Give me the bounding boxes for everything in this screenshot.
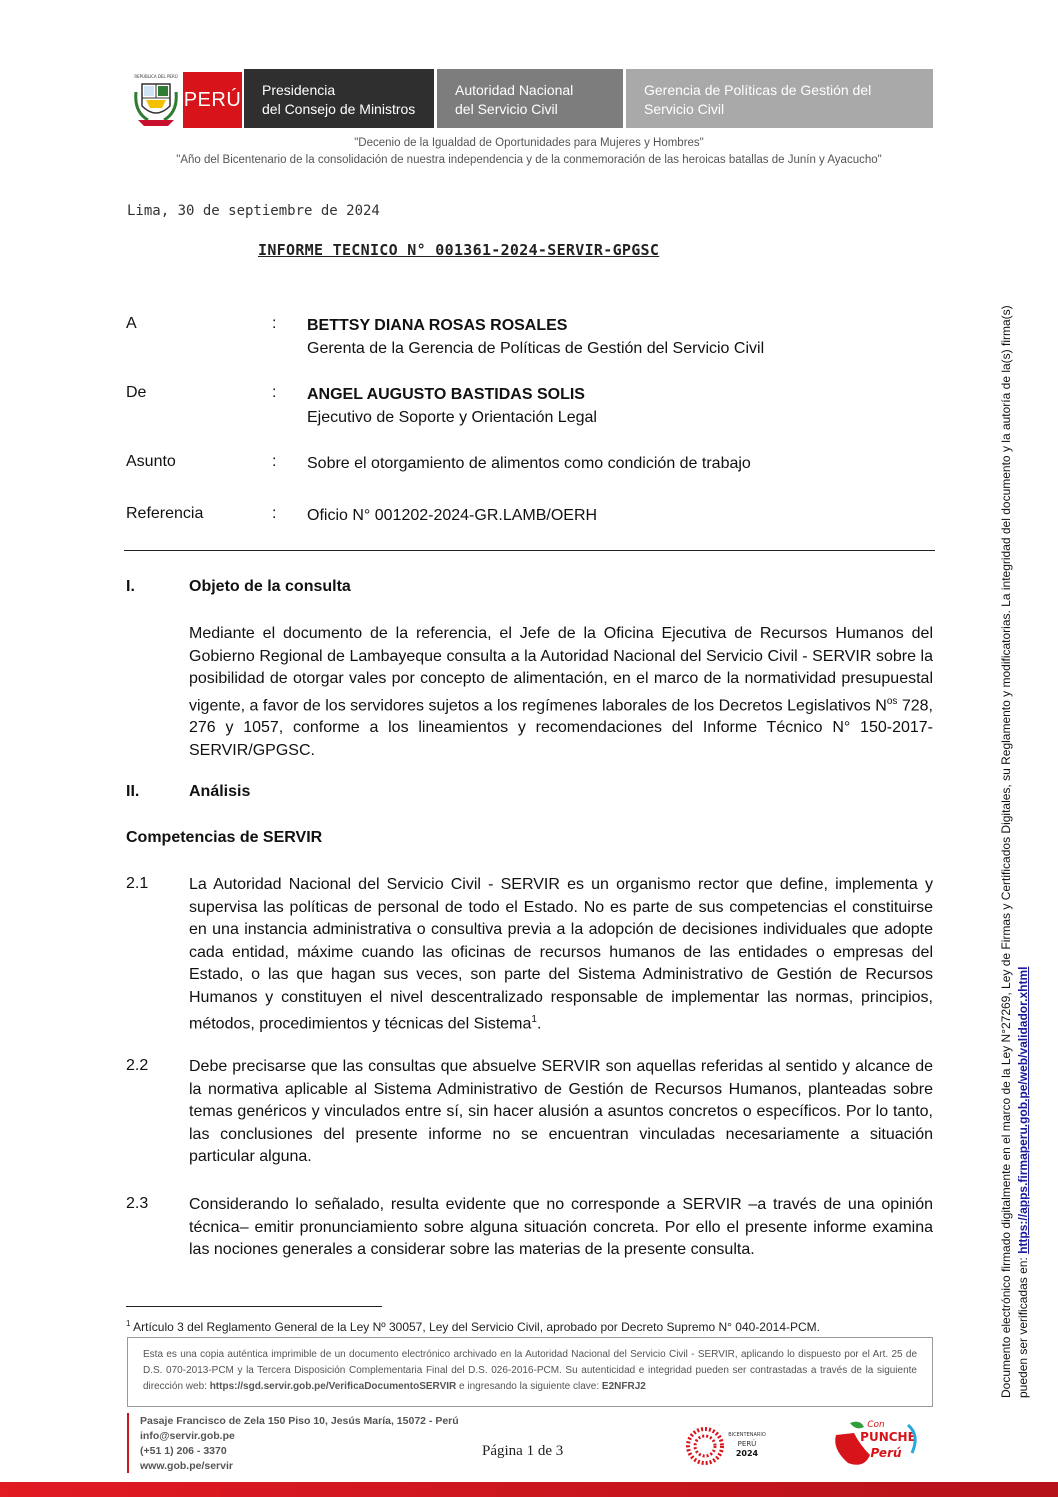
- motto-year: "Año del Bicentenario de la consolidación de nuestra independencia y de la conmemoración de las heroicas batallas de Junín y Ayacucho": [176, 154, 882, 166]
- verification-key: E2NFRJ2: [601, 1381, 646, 1392]
- gpgsc-line-2: Servicio Civil: [644, 101, 725, 117]
- footnote-text: Artículo 3 del Reglamento General de la Ley Nº 30057, Ley del Servicio Civil, aprobado por Decreto Supremo N° 040-2014-PCM.: [130, 1320, 821, 1334]
- footer-accent-bar: [127, 1413, 129, 1473]
- bicentenario-country: PERÚ: [737, 1440, 757, 1448]
- peru-coat-of-arms-icon: [134, 72, 178, 128]
- servir-line-1: Autoridad Nacional: [455, 82, 574, 98]
- from-colon: :: [272, 384, 277, 401]
- reference-label: Referencia: [126, 505, 204, 522]
- peru-logo: PERÚ: [183, 72, 242, 128]
- servir-box: [437, 69, 623, 128]
- pcm-line-1: Presidencia: [262, 82, 336, 98]
- campaign-peru: Perú: [870, 1446, 902, 1460]
- bicentenario-label: BICENTENARIO: [728, 1432, 766, 1438]
- footer-web[interactable]: www.gob.pe/servir: [140, 1460, 233, 1472]
- paragraph-2-1-text: La Autoridad Nacional del Servicio Civil - SERVIR es un organismo rector que define, implementa y supervisa las políticas de personal de todo el Estado. No es parte de sus competencias el constituirse en una instancia administrativa o consultiva previa a la adopción de decisiones individuales que adopte cada entidad, máxime cuando las oficinas de recursos humanos de las entidades o empresas del Estado, o las que hagan sus veces, son parte del Sistema Administrativo de Gestión de Recursos Humanos y constituyen el nivel descentralizado responsable de implementar las normas, principios, métodos, procedimientos y técnicas del Sistema: [189, 876, 933, 1033]
- footer-email[interactable]: info@servir.gob.pe: [140, 1430, 235, 1442]
- gpgsc-line-1: Gerencia de Políticas de Gestión del: [644, 82, 872, 98]
- header-divider: [124, 550, 935, 551]
- side-note-line-2: [1015, 218, 1032, 1398]
- report-title: INFORME TECNICO N° 001361-2024-SERVIR-GPGSC: [258, 241, 660, 259]
- bicentenario-logo: [683, 1424, 773, 1468]
- digital-signature-note: [998, 218, 1031, 1398]
- from-value: [307, 383, 597, 429]
- footer-phone: (+51 1) 206 - 3370: [140, 1445, 227, 1457]
- footnote-ref-1[interactable]: 1: [531, 1014, 537, 1025]
- footnote-mark: 1: [126, 1319, 131, 1328]
- subject-colon: :: [272, 453, 277, 470]
- campaign-punche: PUNCHE: [860, 1430, 916, 1444]
- authenticity-notice: [127, 1337, 933, 1407]
- section-1-title: Objeto de la consulta: [189, 578, 351, 595]
- footnote-divider: [126, 1306, 382, 1307]
- section-2-title: Análisis: [189, 783, 251, 800]
- motto-decade: "Decenio de la Igualdad de Oportunidades para Mujeres y Hombres": [354, 137, 704, 149]
- paragraph-2-3: Considerando lo señalado, resulta evidente que no corresponde a SERVIR –a través de una opinión técnica– emitir pronunciamiento sobre alguna situación concreta. Por ello el presente informe examina las nociones generales a considerar sobre las materias de la presente consulta.: [189, 1196, 933, 1258]
- section-1-sup: os: [886, 695, 898, 707]
- section-1-text-b: 728, 276 y 1057, conforme a los lineamientos y recomendaciones del Informe Técnico N° 150-2017-SERVIR/GPGSC.: [189, 696, 933, 759]
- reference-value: Oficio N° 001202-2024-GR.LAMB/OERH: [307, 507, 598, 524]
- from-name: ANGEL AUGUSTO BASTIDAS SOLIS: [307, 386, 585, 403]
- con-punche-peru-logo: [830, 1415, 925, 1471]
- footer-contact: [140, 1414, 459, 1474]
- paragraph-2-1: [189, 874, 933, 1036]
- side-note-line-1: Documento electrónico firmado digitalmente en el marco de la Ley N°27269, Ley de Firmas y Certificados Digitales, su Reglamento y modificatorias. La integridad del documento y la autoría de la(s) firma(s): [999, 305, 1013, 1398]
- paragraph-2-3-number: 2.3: [126, 1195, 149, 1212]
- notice-text-a: Esta es una copia auténtica imprimible de un documento electrónico archivado en la Autoridad Nacional del Servicio Civil - SERVIR, aplicando lo dispuesto por el Art. 25 de D.S. 070-2013-PCM y la Tercera Disposición Complementaria Final del D.S. 026-2016-PCM. Su autenticidad e integridad pueden ser contrastadas a través de la siguiente dirección web:: [143, 1349, 917, 1392]
- section-1-paragraph: [189, 623, 933, 762]
- pcm-line-2: del Consejo de Ministros: [262, 101, 416, 117]
- campaign-con: Con: [867, 1420, 885, 1430]
- crest-text: REPÚBLICA DEL PERÚ: [134, 74, 178, 79]
- to-value: [307, 314, 764, 360]
- paragraph-2-2: Debe precisarse que las consultas que absuelve SERVIR son aquellas referidas al sentido y alcance de la normativa aplicable al Sistema Administrativo de Gestión de Recursos Humanos, planteadas sobre temas genéricos y vinculados entre sí, sin hacer alusión a asuntos concretos o específicos. Por lo tanto, las conclusiones del presente informe no se encuentran vinculadas necesariamente a situación particular alguna.: [189, 1058, 933, 1165]
- bicentenario-year: 2024: [735, 1449, 759, 1458]
- to-role: Gerenta de la Gerencia de Políticas de Gestión del Servicio Civil: [307, 340, 765, 357]
- footer-address: Pasaje Francisco de Zela 150 Piso 10, Jesús María, 15072 - Perú: [140, 1415, 459, 1427]
- from-role: Ejecutivo de Soporte y Orientación Legal: [307, 409, 597, 426]
- servir-line-2: del Servicio Civil: [455, 101, 558, 117]
- verification-url[interactable]: https://sgd.servir.gob.pe/VerificaDocumentoSERVIR: [209, 1381, 457, 1392]
- section-1-number: I.: [126, 578, 135, 595]
- side-note-prefix: pueden ser verificadas en:: [1015, 1253, 1030, 1398]
- gpgsc-box: [626, 69, 933, 128]
- paragraph-2-1-end: .: [536, 1015, 542, 1033]
- subject-label: Asunto: [126, 453, 176, 470]
- footnote-1: [126, 1319, 820, 1334]
- pcm-box: [244, 69, 434, 128]
- bottom-color-bar: [0, 1482, 1058, 1497]
- paragraph-2-1-number: 2.1: [126, 875, 149, 892]
- paragraph-2-2-number: 2.2: [126, 1057, 149, 1074]
- subject-value: Sobre el otorgamiento de alimentos como condición de trabajo: [307, 455, 751, 472]
- document-date: Lima, 30 de septiembre de 2024: [127, 203, 380, 219]
- to-label: A: [126, 315, 137, 332]
- notice-text-b: e ingresando la siguiente clave:: [456, 1381, 602, 1392]
- section-1-text-a: Mediante el documento de la referencia, el Jefe de la Oficina Ejecutiva de Recursos Humanos del Gobierno Regional de Lambayeque consulta a la Autoridad Nacional del Servicio Civil - SERVIR sobre la posibilidad de otorgar vales por concepto de alimentación, en el marco de la normatividad presupuestal vigente, a favor de los servidores sujetos a los regímenes laborales de los Decretos Legislativos N: [189, 625, 933, 714]
- to-name: BETTSY DIANA ROSAS ROSALES: [307, 317, 568, 334]
- validator-link[interactable]: https://apps.firmaperu.gob.pe/web/validador.xhtml: [1015, 966, 1030, 1254]
- section-2-subtitle: Competencias de SERVIR: [126, 829, 323, 846]
- section-2-number: II.: [126, 783, 140, 800]
- from-label: De: [126, 384, 147, 401]
- page-number: Página 1 de 3: [482, 1443, 564, 1459]
- reference-colon: :: [272, 505, 277, 522]
- to-colon: :: [272, 315, 277, 332]
